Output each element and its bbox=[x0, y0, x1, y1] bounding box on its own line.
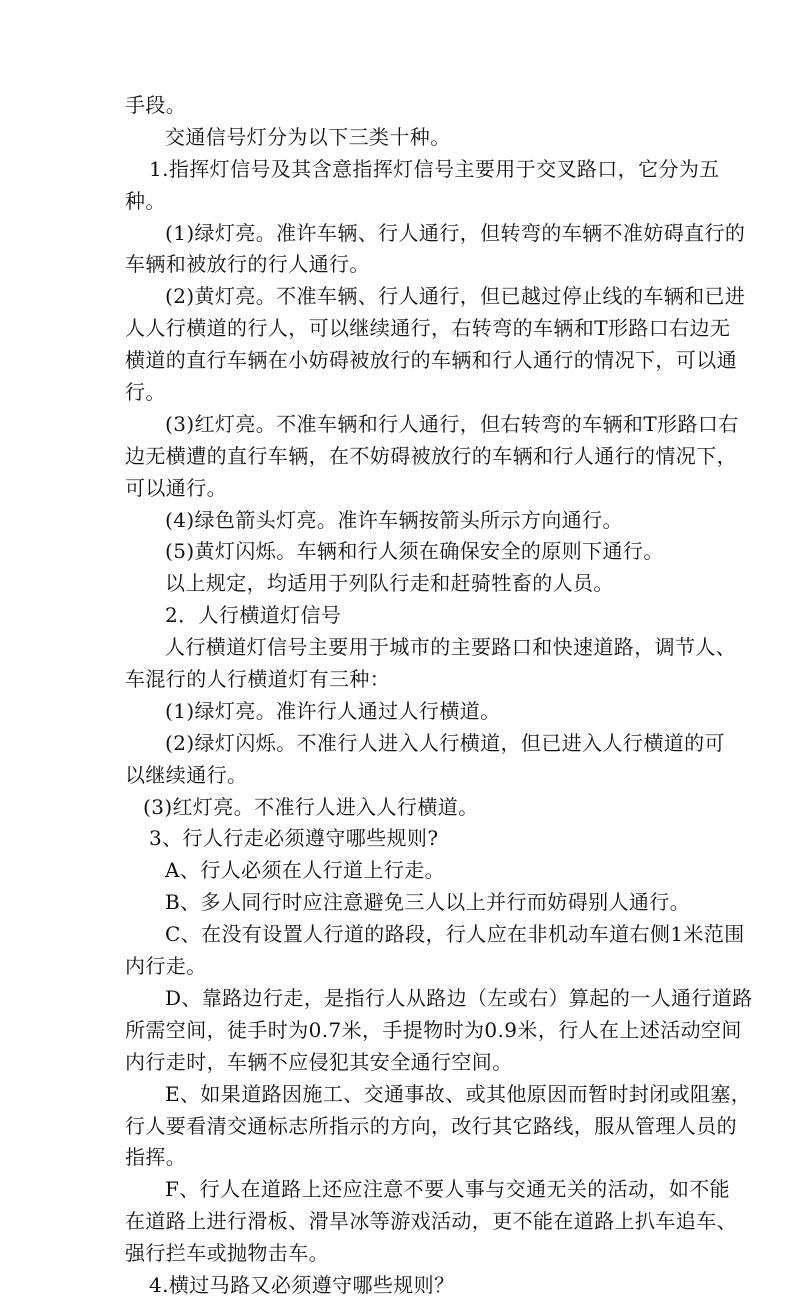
text-line: 可以通行。 bbox=[125, 475, 227, 500]
text-line: (5)黄灯闪烁。车辆和行人须在确保安全的原则下通行。 bbox=[165, 539, 664, 564]
text-line: 车混行的人行横道灯有三种： bbox=[125, 667, 391, 692]
text-line: (3)红灯亮。不准行人进入人行横道。 bbox=[143, 794, 479, 819]
text-line: (2)黄灯亮。不准车辆、行人通行，但已越过停止线的车辆和已进 bbox=[165, 284, 746, 309]
text-line: (1)绿灯亮。准许行人通过人行横道。 bbox=[165, 698, 501, 723]
text-line: 车辆和被放行的行人通行。 bbox=[125, 252, 370, 277]
text-line: 1.指挥灯信号及其含意指挥灯信号主要用于交叉路口，它分为五 bbox=[149, 156, 720, 181]
text-line: 人人行横道的行人，可以继续通行，右转弯的车辆和T形路口右边无 bbox=[125, 316, 731, 341]
text-line: (2)绿灯闪烁。不准行人进入人行横道，但已进入人行横道的可 bbox=[165, 730, 725, 755]
text-line: 3、行人行走必须遵守哪些规则? bbox=[149, 826, 439, 851]
text-line: 行。 bbox=[125, 380, 166, 405]
document-body bbox=[125, 90, 753, 1302]
text-line: 交通信号灯分为以下三类十种。 bbox=[165, 124, 451, 149]
text-line: 人行横道灯信号主要用于城市的主要路口和快速道路，调节人、 bbox=[165, 635, 737, 660]
text-line: 所需空间，徒手时为0.7米，手提物时为0.9米，行人在上述活动空间 bbox=[125, 1017, 742, 1042]
text-line: E、如果道路因施工、交通事故、或其他原因而暂时封闭或阻塞， bbox=[165, 1081, 752, 1106]
text-line: 横道的直行车辆在小妨碍被放行的车辆和行人通行的情况下，可以通 bbox=[125, 348, 737, 373]
text-line: 4.横过马路又必须遵守哪些规则？ bbox=[149, 1272, 455, 1297]
text-line: 内行走。 bbox=[125, 954, 207, 979]
text-line: 2．人行横道灯信号 bbox=[165, 603, 342, 628]
text-line: F、行人在道路上还应注意不要人事与交通无关的活动，如不能 bbox=[165, 1177, 731, 1202]
text-line: 在道路上进行滑板、滑旱冰等游戏活动，更不能在道路上扒车追车、 bbox=[125, 1209, 737, 1234]
text-line: 指挥。 bbox=[125, 1145, 187, 1170]
text-line: (3)红灯亮。不准车辆和行人通行，但右转弯的车辆和T形路口右 bbox=[165, 411, 739, 436]
text-line: B、多人同行时应注意避免三人以上并行而妨碍别人通行。 bbox=[165, 890, 691, 915]
text-line: (1)绿灯亮。准许车辆、行人通行，但转弯的车辆不准妨碍直行的 bbox=[165, 220, 746, 245]
text-line: 以继续通行。 bbox=[125, 762, 248, 787]
text-line: 手段。 bbox=[125, 93, 187, 117]
text-line: (4)绿色箭头灯亮。准许车辆按箭头所示方向通行。 bbox=[165, 507, 623, 532]
text-line: 种。 bbox=[125, 188, 166, 213]
text-line: 以上规定，均适用于列队行走和赶骑牲畜的人员。 bbox=[165, 571, 614, 596]
text-line: 内行走时，车辆不应侵犯其安全通行空间。 bbox=[125, 1049, 513, 1074]
text-line: 边无横遭的直行车辆，在不妨碍被放行的车辆和行人通行的情况下， bbox=[125, 443, 737, 468]
text-line: D、靠路边行走，是指行人从路边（左或右）算起的一人通行道路 bbox=[165, 985, 753, 1010]
text-line: 行人要看清交通标志所指示的方向，改行其它路线，服从管理人员的 bbox=[125, 1113, 737, 1138]
text-line: C、在没有设置人行道的路段，行人应在非机动车道右侧1米范围 bbox=[165, 922, 745, 947]
text-line: 强行拦车或抛物击车。 bbox=[125, 1241, 329, 1266]
text-line: A、行人必须在人行道上行走。 bbox=[165, 858, 446, 883]
